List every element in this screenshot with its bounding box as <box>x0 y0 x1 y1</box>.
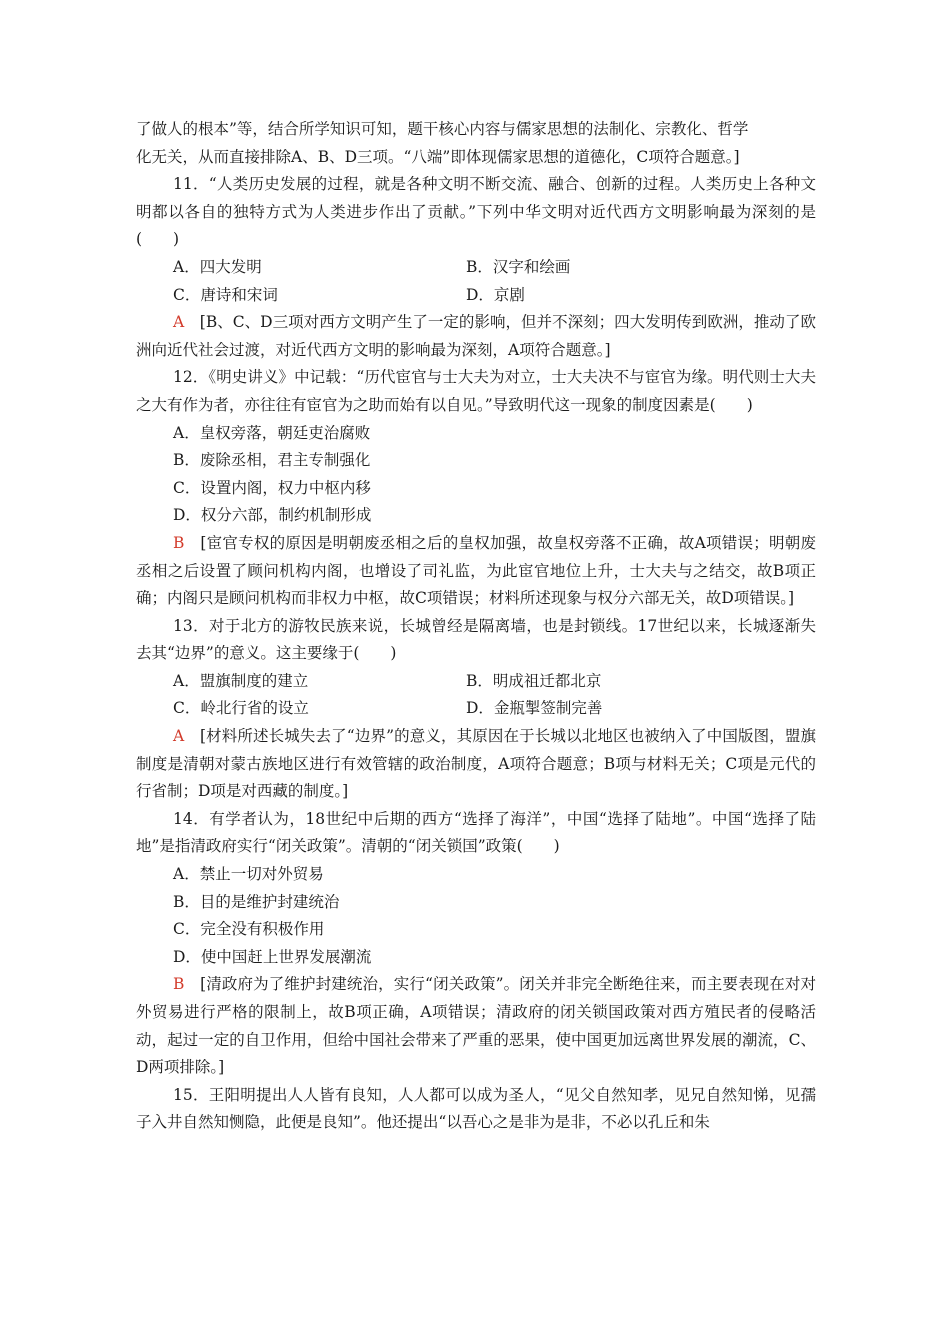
answer-explanation: [B、C、D三项对西方文明产生了一定的影响，但并不深刻；四大发明传到欧洲，推动了欧洲向近代社会过渡，对近代西方文明的影响最为深刻，A项符合题意。] <box>136 313 816 359</box>
option-c: C．完全没有积极作用 <box>173 920 325 939</box>
option-d: D．京剧 <box>466 285 525 304</box>
question-12-stem: 12．《明史讲义》中记载：“历代宦官与士大夫为对立，士大夫决不与宦官为缘。明代则士大夫之大有作为者，亦往往有宦官为之助而始有以自见。”导致明代这一现象的制度因素是( ) <box>136 368 816 414</box>
option-c: C．唐诗和宋词 <box>173 285 278 304</box>
option-b: B．明成祖迁都北京 <box>466 671 602 690</box>
question-13-options-cd <box>136 695 816 723</box>
question-11-answer <box>136 309 816 364</box>
question-13-stem: 13．对于北方的游牧民族来说，长城曾经是隔离墙，也是封锁线。17世纪以来，长城逐渐失去其“边界”的意义。这主要缘于( ) <box>136 616 816 663</box>
option-a: A．四大发明 <box>173 257 262 276</box>
option-b: B．废除丞相，君主专制强化 <box>173 451 371 470</box>
option-c: C．岭北行省的设立 <box>173 699 309 718</box>
option-d: D．权分六部，制约机制形成 <box>173 506 372 525</box>
answer-letter: B <box>173 975 185 994</box>
question-14-answer <box>136 971 816 1081</box>
question-12-answer <box>136 530 816 613</box>
question-11-options-cd <box>136 282 816 310</box>
answer-letter: B <box>173 533 185 552</box>
question-14-stem: 14．有学者认为，18世纪中后期的西方“选择了海洋”，中国“选择了陆地”。中国“选择了陆地”是指清政府实行“闭关政策”。清朝的“闭关锁国”政策( ) <box>136 809 816 856</box>
option-a: A．盟旗制度的建立 <box>173 671 309 690</box>
question-13-answer <box>136 723 816 806</box>
continuation-line-2: 化无关，从而直接排除A、B、D三项。“八端”即体现儒家思想的道德化，C项符合题意。] <box>136 147 740 166</box>
answer-explanation: [宦官专权的原因是明朝废丞相之后的皇权加强，故皇权旁落不正确，故A项错误；明朝废丞相之后设置了顾问机构内阁，也增设了司礼监，为此宦官地位上升，士大夫与之结交，故B项正确；内阁只是顾问机构而非权力中枢，故C项错误；材料所述现象与权分六部无关，故D项错误。] <box>136 533 816 608</box>
answer-explanation: [清政府为了维护封建统治，实行“闭关政策”。闭关并非完全断绝往来，而主要表现在对对外贸易进行严格的限制上，故B项正确，A项错误；清政府的闭关锁国政策对西方殖民者的侵略活动，起过一定的自卫作用，但给中国社会带来了严重的恶果，使中国更加远离世界发展的潮流，C、D两项排除。] <box>136 975 816 1077</box>
answer-explanation: [材料所述长城失去了“边界”的意义，其原因在于长城以北地区也被纳入了中国版图，盟旗制度是清朝对蒙古族地区进行有效管辖的政治制度，A项符合题意；B项与材料无关；C项是元代的行省制；D项是对西藏的制度。] <box>136 727 816 801</box>
answer-letter: A <box>173 313 185 332</box>
document-page <box>136 116 816 1137</box>
continuation-line-1: 了做人的根本”等，结合所学知识可知，题干核心内容与儒家思想的法制化、宗教化、哲学 <box>136 120 749 138</box>
question-11-stem: 11．“人类历史发展的过程，就是各种文明不断交流、融合、创新的过程。人类历史上各种文明都以各自的独特方式为人类进步作出了贡献。”下列中华文明对近代西方文明影响最为深刻的是( ) <box>136 175 816 249</box>
question-13-options-ab <box>136 668 816 696</box>
option-b: B．汉字和绘画 <box>466 257 571 276</box>
question-15-stem: 15．王阳明提出人人皆有良知，人人都可以成为圣人，“见父自然知孝，见兄自然知悌，见孺子入井自然知恻隐，此便是良知”。他还提出“以吾心之是非为是非，不必以孔丘和朱 <box>136 1085 816 1132</box>
option-d: D．金瓶掣签制完善 <box>466 699 603 718</box>
option-a: A．皇权旁落，朝廷吏治腐败 <box>173 423 371 442</box>
option-a: A．禁止一切对外贸易 <box>173 865 324 884</box>
option-d: D．使中国赶上世界发展潮流 <box>173 947 372 966</box>
answer-letter: A <box>173 727 185 746</box>
question-11-options-ab <box>136 254 816 282</box>
option-c: C．设置内阁，权力中枢内移 <box>173 478 371 497</box>
option-b: B．目的是维护封建统治 <box>173 892 340 911</box>
